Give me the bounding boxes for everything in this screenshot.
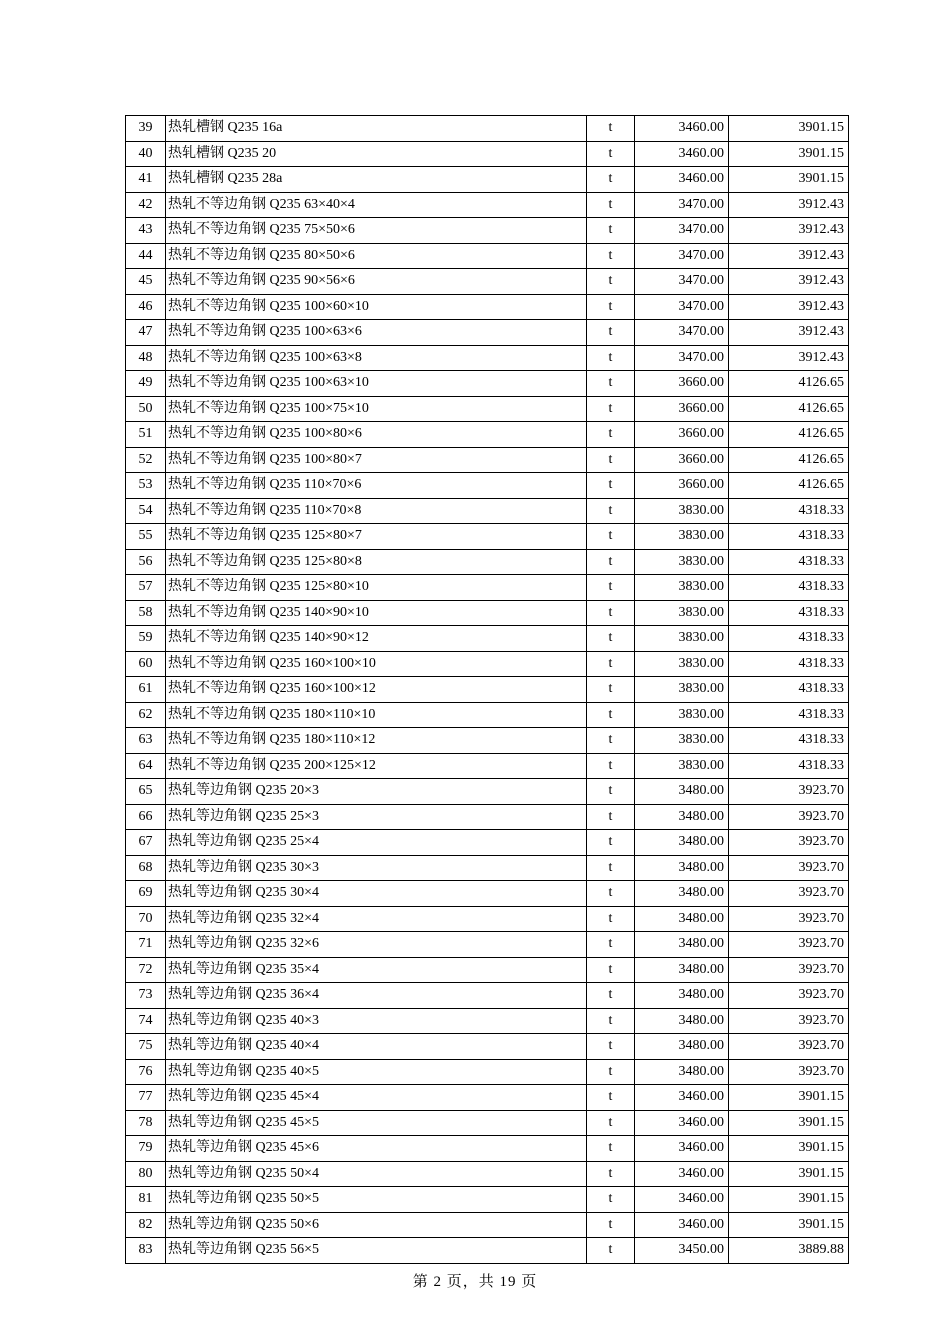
- table-row: [126, 1110, 849, 1136]
- table-row: [126, 447, 849, 473]
- table-row: [126, 702, 849, 728]
- table-row: [126, 1187, 849, 1213]
- table-row: [126, 600, 849, 626]
- unit: t: [587, 1034, 635, 1060]
- item-name: 热轧等边角钢 Q235 32×4: [166, 906, 587, 932]
- unit: t: [587, 371, 635, 397]
- row-number: 79: [126, 1136, 166, 1162]
- price-excl-tax: 3480.00: [635, 804, 729, 830]
- table-row: [126, 498, 849, 524]
- price-excl-tax: 3470.00: [635, 192, 729, 218]
- price-excl-tax: 3480.00: [635, 1034, 729, 1060]
- price-excl-tax: 3480.00: [635, 983, 729, 1009]
- row-number: 74: [126, 1008, 166, 1034]
- row-number: 59: [126, 626, 166, 652]
- table-row: [126, 779, 849, 805]
- price-excl-tax: 3830.00: [635, 753, 729, 779]
- price-incl-tax: 4126.65: [729, 396, 849, 422]
- item-name: 热轧不等边角钢 Q235 100×60×10: [166, 294, 587, 320]
- price-excl-tax: 3830.00: [635, 524, 729, 550]
- table-row: [126, 906, 849, 932]
- unit: t: [587, 1187, 635, 1213]
- unit: t: [587, 1136, 635, 1162]
- price-incl-tax: 4318.33: [729, 753, 849, 779]
- price-excl-tax: 3480.00: [635, 932, 729, 958]
- unit: t: [587, 218, 635, 244]
- row-number: 73: [126, 983, 166, 1009]
- table-row: [126, 1136, 849, 1162]
- price-excl-tax: 3460.00: [635, 141, 729, 167]
- row-number: 43: [126, 218, 166, 244]
- row-number: 78: [126, 1110, 166, 1136]
- price-excl-tax: 3660.00: [635, 371, 729, 397]
- row-number: 46: [126, 294, 166, 320]
- price-excl-tax: 3480.00: [635, 855, 729, 881]
- item-name: 热轧不等边角钢 Q235 100×80×6: [166, 422, 587, 448]
- row-number: 40: [126, 141, 166, 167]
- row-number: 50: [126, 396, 166, 422]
- price-incl-tax: 4126.65: [729, 473, 849, 499]
- unit: t: [587, 294, 635, 320]
- unit: t: [587, 779, 635, 805]
- unit: t: [587, 855, 635, 881]
- row-number: 58: [126, 600, 166, 626]
- price-incl-tax: 4318.33: [729, 626, 849, 652]
- unit: t: [587, 320, 635, 346]
- price-incl-tax: 3889.88: [729, 1238, 849, 1264]
- table-row: [126, 345, 849, 371]
- item-name: 热轧不等边角钢 Q235 100×75×10: [166, 396, 587, 422]
- price-incl-tax: 4318.33: [729, 524, 849, 550]
- row-number: 63: [126, 728, 166, 754]
- price-incl-tax: 4126.65: [729, 447, 849, 473]
- price-incl-tax: 3912.43: [729, 320, 849, 346]
- price-incl-tax: 3912.43: [729, 269, 849, 295]
- row-number: 44: [126, 243, 166, 269]
- price-excl-tax: 3830.00: [635, 626, 729, 652]
- table-row: [126, 396, 849, 422]
- table-row: [126, 269, 849, 295]
- table-row: [126, 830, 849, 856]
- row-number: 56: [126, 549, 166, 575]
- item-name: 热轧槽钢 Q235 28a: [166, 167, 587, 193]
- price-incl-tax: 3923.70: [729, 1008, 849, 1034]
- unit: t: [587, 447, 635, 473]
- item-name: 热轧槽钢 Q235 20: [166, 141, 587, 167]
- table-row: [126, 1008, 849, 1034]
- row-number: 71: [126, 932, 166, 958]
- unit: t: [587, 524, 635, 550]
- row-number: 66: [126, 804, 166, 830]
- unit: t: [587, 1212, 635, 1238]
- item-name: 热轧等边角钢 Q235 50×5: [166, 1187, 587, 1213]
- table-row: [126, 473, 849, 499]
- item-name: 热轧等边角钢 Q235 50×6: [166, 1212, 587, 1238]
- price-incl-tax: 3923.70: [729, 932, 849, 958]
- row-number: 65: [126, 779, 166, 805]
- price-incl-tax: 4126.65: [729, 371, 849, 397]
- table-row: [126, 932, 849, 958]
- unit: t: [587, 1085, 635, 1111]
- unit: t: [587, 116, 635, 142]
- item-name: 热轧等边角钢 Q235 35×4: [166, 957, 587, 983]
- item-name: 热轧不等边角钢 Q235 160×100×10: [166, 651, 587, 677]
- table-row: [126, 651, 849, 677]
- row-number: 49: [126, 371, 166, 397]
- price-excl-tax: 3480.00: [635, 881, 729, 907]
- price-incl-tax: 3901.15: [729, 1110, 849, 1136]
- unit: t: [587, 473, 635, 499]
- unit: t: [587, 932, 635, 958]
- table-row: [126, 167, 849, 193]
- price-incl-tax: 4318.33: [729, 600, 849, 626]
- price-incl-tax: 3923.70: [729, 855, 849, 881]
- table-row: [126, 320, 849, 346]
- item-name: 热轧不等边角钢 Q235 125×80×10: [166, 575, 587, 601]
- page-footer: 第 2 页，共 19 页: [412, 1274, 538, 1290]
- price-excl-tax: 3460.00: [635, 1085, 729, 1111]
- table-row: [126, 1085, 849, 1111]
- table-row: [126, 192, 849, 218]
- price-excl-tax: 3480.00: [635, 1008, 729, 1034]
- table-row: [126, 1034, 849, 1060]
- price-excl-tax: 3470.00: [635, 269, 729, 295]
- price-incl-tax: 4318.33: [729, 498, 849, 524]
- row-number: 83: [126, 1238, 166, 1264]
- item-name: 热轧不等边角钢 Q235 100×63×8: [166, 345, 587, 371]
- unit: t: [587, 753, 635, 779]
- row-number: 62: [126, 702, 166, 728]
- item-name: 热轧不等边角钢 Q235 160×100×12: [166, 677, 587, 703]
- item-name: 热轧等边角钢 Q235 40×3: [166, 1008, 587, 1034]
- price-incl-tax: 3923.70: [729, 1034, 849, 1060]
- price-incl-tax: 4318.33: [729, 702, 849, 728]
- item-name: 热轧不等边角钢 Q235 75×50×6: [166, 218, 587, 244]
- item-name: 热轧不等边角钢 Q235 110×70×8: [166, 498, 587, 524]
- unit: t: [587, 141, 635, 167]
- price-incl-tax: 3901.15: [729, 116, 849, 142]
- item-name: 热轧不等边角钢 Q235 63×40×4: [166, 192, 587, 218]
- table-row: [126, 855, 849, 881]
- price-excl-tax: 3460.00: [635, 1187, 729, 1213]
- price-incl-tax: 3912.43: [729, 243, 849, 269]
- item-name: 热轧不等边角钢 Q235 180×110×10: [166, 702, 587, 728]
- item-name: 热轧不等边角钢 Q235 180×110×12: [166, 728, 587, 754]
- row-number: 75: [126, 1034, 166, 1060]
- item-name: 热轧不等边角钢 Q235 125×80×7: [166, 524, 587, 550]
- price-incl-tax: 3912.43: [729, 192, 849, 218]
- row-number: 53: [126, 473, 166, 499]
- row-number: 82: [126, 1212, 166, 1238]
- price-incl-tax: 3901.15: [729, 1136, 849, 1162]
- table-row: [126, 549, 849, 575]
- row-number: 60: [126, 651, 166, 677]
- item-name: 热轧等边角钢 Q235 45×6: [166, 1136, 587, 1162]
- row-number: 76: [126, 1059, 166, 1085]
- item-name: 热轧等边角钢 Q235 36×4: [166, 983, 587, 1009]
- price-excl-tax: 3470.00: [635, 243, 729, 269]
- table-row: [126, 1238, 849, 1264]
- price-excl-tax: 3830.00: [635, 651, 729, 677]
- item-name: 热轧等边角钢 Q235 45×4: [166, 1085, 587, 1111]
- price-incl-tax: 3923.70: [729, 1059, 849, 1085]
- item-name: 热轧等边角钢 Q235 40×4: [166, 1034, 587, 1060]
- price-excl-tax: 3460.00: [635, 1212, 729, 1238]
- unit: t: [587, 575, 635, 601]
- price-excl-tax: 3480.00: [635, 1059, 729, 1085]
- table-row: [126, 804, 849, 830]
- row-number: 57: [126, 575, 166, 601]
- price-incl-tax: 3901.15: [729, 1085, 849, 1111]
- price-incl-tax: 3923.70: [729, 906, 849, 932]
- unit: t: [587, 881, 635, 907]
- price-incl-tax: 4318.33: [729, 677, 849, 703]
- item-name: 热轧不等边角钢 Q235 125×80×8: [166, 549, 587, 575]
- price-excl-tax: 3830.00: [635, 575, 729, 601]
- item-name: 热轧等边角钢 Q235 56×5: [166, 1238, 587, 1264]
- price-excl-tax: 3470.00: [635, 294, 729, 320]
- item-name: 热轧不等边角钢 Q235 80×50×6: [166, 243, 587, 269]
- price-incl-tax: 3901.15: [729, 167, 849, 193]
- unit: t: [587, 728, 635, 754]
- unit: t: [587, 1161, 635, 1187]
- price-excl-tax: 3470.00: [635, 218, 729, 244]
- table-row: [126, 294, 849, 320]
- item-name: 热轧等边角钢 Q235 25×3: [166, 804, 587, 830]
- row-number: 72: [126, 957, 166, 983]
- price-incl-tax: 3901.15: [729, 1212, 849, 1238]
- price-incl-tax: 3912.43: [729, 345, 849, 371]
- row-number: 68: [126, 855, 166, 881]
- table-row: [126, 575, 849, 601]
- item-name: 热轧等边角钢 Q235 25×4: [166, 830, 587, 856]
- item-name: 热轧不等边角钢 Q235 140×90×12: [166, 626, 587, 652]
- item-name: 热轧不等边角钢 Q235 140×90×10: [166, 600, 587, 626]
- price-excl-tax: 3830.00: [635, 498, 729, 524]
- table-row: [126, 218, 849, 244]
- item-name: 热轧等边角钢 Q235 40×5: [166, 1059, 587, 1085]
- price-incl-tax: 4126.65: [729, 422, 849, 448]
- unit: t: [587, 243, 635, 269]
- price-excl-tax: 3450.00: [635, 1238, 729, 1264]
- unit: t: [587, 983, 635, 1009]
- row-number: 61: [126, 677, 166, 703]
- price-excl-tax: 3830.00: [635, 549, 729, 575]
- row-number: 69: [126, 881, 166, 907]
- item-name: 热轧等边角钢 Q235 20×3: [166, 779, 587, 805]
- price-excl-tax: 3830.00: [635, 702, 729, 728]
- price-incl-tax: 4318.33: [729, 575, 849, 601]
- item-name: 热轧等边角钢 Q235 50×4: [166, 1161, 587, 1187]
- unit: t: [587, 269, 635, 295]
- table-row: [126, 524, 849, 550]
- row-number: 51: [126, 422, 166, 448]
- price-excl-tax: 3480.00: [635, 779, 729, 805]
- price-excl-tax: 3460.00: [635, 1161, 729, 1187]
- price-excl-tax: 3830.00: [635, 677, 729, 703]
- unit: t: [587, 626, 635, 652]
- price-excl-tax: 3480.00: [635, 906, 729, 932]
- price-excl-tax: 3470.00: [635, 345, 729, 371]
- item-name: 热轧不等边角钢 Q235 90×56×6: [166, 269, 587, 295]
- price-incl-tax: 3912.43: [729, 294, 849, 320]
- unit: t: [587, 1008, 635, 1034]
- item-name: 热轧不等边角钢 Q235 200×125×12: [166, 753, 587, 779]
- unit: t: [587, 345, 635, 371]
- unit: t: [587, 702, 635, 728]
- unit: t: [587, 804, 635, 830]
- price-excl-tax: 3660.00: [635, 396, 729, 422]
- row-number: 55: [126, 524, 166, 550]
- row-number: 77: [126, 1085, 166, 1111]
- price-excl-tax: 3470.00: [635, 320, 729, 346]
- table-row: [126, 116, 849, 142]
- row-number: 80: [126, 1161, 166, 1187]
- item-name: 热轧等边角钢 Q235 45×5: [166, 1110, 587, 1136]
- row-number: 47: [126, 320, 166, 346]
- table-row: [126, 626, 849, 652]
- unit: t: [587, 1110, 635, 1136]
- table-row: [126, 753, 849, 779]
- unit: t: [587, 549, 635, 575]
- price-excl-tax: 3830.00: [635, 728, 729, 754]
- item-name: 热轧槽钢 Q235 16a: [166, 116, 587, 142]
- price-excl-tax: 3480.00: [635, 957, 729, 983]
- price-excl-tax: 3660.00: [635, 473, 729, 499]
- unit: t: [587, 651, 635, 677]
- price-excl-tax: 3460.00: [635, 1110, 729, 1136]
- unit: t: [587, 167, 635, 193]
- unit: t: [587, 192, 635, 218]
- item-name: 热轧不等边角钢 Q235 100×63×6: [166, 320, 587, 346]
- row-number: 39: [126, 116, 166, 142]
- row-number: 42: [126, 192, 166, 218]
- row-number: 67: [126, 830, 166, 856]
- unit: t: [587, 957, 635, 983]
- price-excl-tax: 3480.00: [635, 830, 729, 856]
- price-table-body: [126, 116, 849, 1264]
- price-incl-tax: 4318.33: [729, 549, 849, 575]
- price-excl-tax: 3830.00: [635, 600, 729, 626]
- unit: t: [587, 830, 635, 856]
- price-incl-tax: 3901.15: [729, 1187, 849, 1213]
- price-incl-tax: 3923.70: [729, 804, 849, 830]
- price-incl-tax: 3923.70: [729, 957, 849, 983]
- price-incl-tax: 4318.33: [729, 651, 849, 677]
- table-row: [126, 881, 849, 907]
- unit: t: [587, 677, 635, 703]
- table-row: [126, 371, 849, 397]
- table-row: [126, 141, 849, 167]
- unit: t: [587, 422, 635, 448]
- row-number: 81: [126, 1187, 166, 1213]
- table-row: [126, 1059, 849, 1085]
- price-incl-tax: 3923.70: [729, 983, 849, 1009]
- item-name: 热轧等边角钢 Q235 32×6: [166, 932, 587, 958]
- price-incl-tax: 3923.70: [729, 881, 849, 907]
- item-name: 热轧等边角钢 Q235 30×4: [166, 881, 587, 907]
- row-number: 48: [126, 345, 166, 371]
- price-excl-tax: 3460.00: [635, 1136, 729, 1162]
- table-row: [126, 983, 849, 1009]
- price-incl-tax: 3923.70: [729, 830, 849, 856]
- price-incl-tax: 3901.15: [729, 141, 849, 167]
- row-number: 64: [126, 753, 166, 779]
- table-row: [126, 1161, 849, 1187]
- price-excl-tax: 3460.00: [635, 116, 729, 142]
- price-incl-tax: 3923.70: [729, 779, 849, 805]
- item-name: 热轧不等边角钢 Q235 100×63×10: [166, 371, 587, 397]
- item-name: 热轧不等边角钢 Q235 100×80×7: [166, 447, 587, 473]
- unit: t: [587, 498, 635, 524]
- price-table: [125, 115, 849, 1264]
- price-incl-tax: 3901.15: [729, 1161, 849, 1187]
- table-row: [126, 677, 849, 703]
- price-incl-tax: 3912.43: [729, 218, 849, 244]
- table-row: [126, 1212, 849, 1238]
- unit: t: [587, 396, 635, 422]
- price-excl-tax: 3660.00: [635, 422, 729, 448]
- row-number: 70: [126, 906, 166, 932]
- row-number: 52: [126, 447, 166, 473]
- unit: t: [587, 1059, 635, 1085]
- unit: t: [587, 906, 635, 932]
- table-row: [126, 728, 849, 754]
- price-incl-tax: 4318.33: [729, 728, 849, 754]
- row-number: 45: [126, 269, 166, 295]
- table-row: [126, 422, 849, 448]
- price-excl-tax: 3660.00: [635, 447, 729, 473]
- table-row: [126, 957, 849, 983]
- price-excl-tax: 3460.00: [635, 167, 729, 193]
- unit: t: [587, 1238, 635, 1264]
- item-name: 热轧等边角钢 Q235 30×3: [166, 855, 587, 881]
- row-number: 41: [126, 167, 166, 193]
- table-row: [126, 243, 849, 269]
- item-name: 热轧不等边角钢 Q235 110×70×6: [166, 473, 587, 499]
- unit: t: [587, 600, 635, 626]
- row-number: 54: [126, 498, 166, 524]
